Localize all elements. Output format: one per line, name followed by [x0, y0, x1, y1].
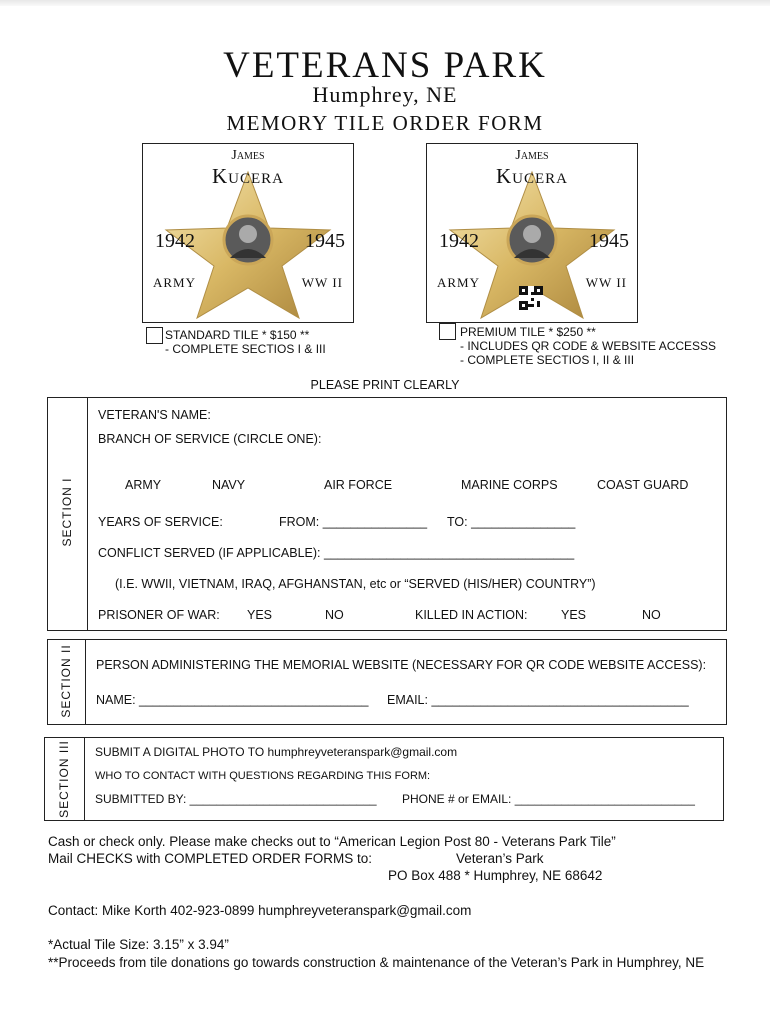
admin-email-field[interactable]: EMAIL: _____________________________________: [387, 693, 689, 707]
mailing-address-line-2: PO Box 488 * Humphrey, NE 68642: [388, 868, 603, 883]
tile-first-name: James: [515, 148, 549, 163]
premium-tile-checkbox[interactable]: [439, 323, 456, 340]
tile-last-name: Kucera: [211, 164, 284, 188]
tile-year-start: 1942: [439, 230, 479, 252]
section-2-label: SECTION II: [59, 644, 73, 718]
branch-option-army[interactable]: ARMY: [125, 478, 162, 492]
mailing-address-line-1: Veteran’s Park: [456, 851, 544, 866]
kia-yes-option[interactable]: YES: [561, 608, 587, 622]
payment-note: Cash or check only. Please make checks out to “American Legion Post 80 - Veterans Park Tile”: [48, 834, 616, 849]
tile-branch: ARMY: [437, 275, 481, 290]
qr-code-icon: [519, 286, 543, 310]
premium-tile-note: - INCLUDES QR CODE & WEBSITE ACCESSS: [460, 339, 717, 353]
branch-option-marine-corps[interactable]: MARINE CORPS: [461, 478, 558, 492]
premium-tile-sample: [426, 143, 638, 323]
standard-tile-label: STANDARD TILE * $150 **: [165, 328, 310, 342]
contact-info: Contact: Mike Korth 402-923-0899 humphreyveteranspark@gmail.com: [48, 903, 472, 918]
mail-instructions: Mail CHECKS with COMPLETED ORDER FORMS to:: [48, 851, 373, 866]
kia-label: KILLED IN ACTION:: [415, 608, 528, 622]
standard-tile-sample: [142, 143, 354, 323]
tile-size-note: *Actual Tile Size: 3.15” x 3.94”: [48, 937, 229, 952]
premium-tile-note: - COMPLETE SECTIOS I, II & III: [460, 353, 635, 367]
to-field[interactable]: TO: _______________: [447, 515, 576, 529]
top-edge: [0, 0, 770, 6]
tile-branch: ARMY: [153, 275, 197, 290]
print-clearly-note: PLEASE PRINT CLEARLY: [310, 378, 460, 392]
website-admin-label: PERSON ADMINISTERING THE MEMORIAL WEBSITE (NECESSARY FOR QR CODE WEBSITE ACCESS):: [96, 658, 707, 672]
years-of-service-label: YEARS OF SERVICE:: [98, 515, 223, 529]
page-subtitle: Humphrey, NE: [312, 82, 458, 107]
form-title: MEMORY TILE ORDER FORM: [226, 111, 544, 135]
kia-no-option[interactable]: NO: [642, 608, 661, 622]
tile-year-end: 1945: [589, 230, 629, 252]
veteran-name-field[interactable]: VETERAN'S NAME:: [98, 408, 211, 422]
standard-tile-option: [165, 328, 326, 356]
tile-first-name: James: [231, 148, 265, 163]
conflict-hint: (I.E. WWII, VIETNAM, IRAQ, AFGHANSTAN, etc or “SERVED (HIS/HER) COUNTRY”): [115, 577, 596, 591]
branch-option-coast-guard[interactable]: COAST GUARD: [597, 478, 689, 492]
premium-tile-label: PREMIUM TILE * $250 **: [460, 325, 596, 339]
submit-photo-note: SUBMIT A DIGITAL PHOTO TO humphreyveteranspark@gmail.com: [95, 745, 458, 759]
section-1-label: SECTION I: [60, 477, 74, 547]
proceeds-note: **Proceeds from tile donations go towards construction & maintenance of the Veteran’s Park in Humphrey, NE: [48, 955, 705, 970]
premium-tile-option: [460, 325, 716, 367]
conflict-field[interactable]: CONFLICT SERVED (IF APPLICABLE): ____________________________________: [98, 546, 575, 560]
submitted-by-field[interactable]: SUBMITTED BY: ____________________________: [95, 792, 377, 806]
branch-option-air-force[interactable]: AIR FORCE: [324, 478, 393, 492]
tile-year-start: 1942: [155, 230, 195, 252]
standard-tile-note: - COMPLETE SECTIOS I & III: [165, 342, 326, 356]
branch-of-service-label: BRANCH OF SERVICE (CIRCLE ONE):: [98, 432, 322, 446]
pow-label: PRISONER OF WAR:: [98, 608, 220, 622]
page-title: VETERANS PARK: [223, 45, 547, 86]
branch-option-navy[interactable]: NAVY: [212, 478, 246, 492]
section-2-box: [85, 639, 727, 725]
tile-conflict: WW II: [301, 275, 343, 290]
tile-year-end: 1945: [305, 230, 345, 252]
tile-last-name: Kucera: [495, 164, 568, 188]
admin-name-field[interactable]: NAME: _________________________________: [96, 693, 369, 707]
section-3-label: SECTION III: [57, 740, 71, 818]
standard-tile-checkbox[interactable]: [146, 327, 163, 344]
from-field[interactable]: FROM: _______________: [279, 515, 428, 529]
tile-conflict: WW II: [585, 275, 627, 290]
pow-no-option[interactable]: NO: [325, 608, 344, 622]
phone-email-field[interactable]: PHONE # or EMAIL: ___________________________: [402, 792, 695, 806]
pow-yes-option[interactable]: YES: [247, 608, 273, 622]
contact-questions-label: WHO TO CONTACT WITH QUESTIONS REGARDING THIS FORM:: [95, 770, 431, 782]
